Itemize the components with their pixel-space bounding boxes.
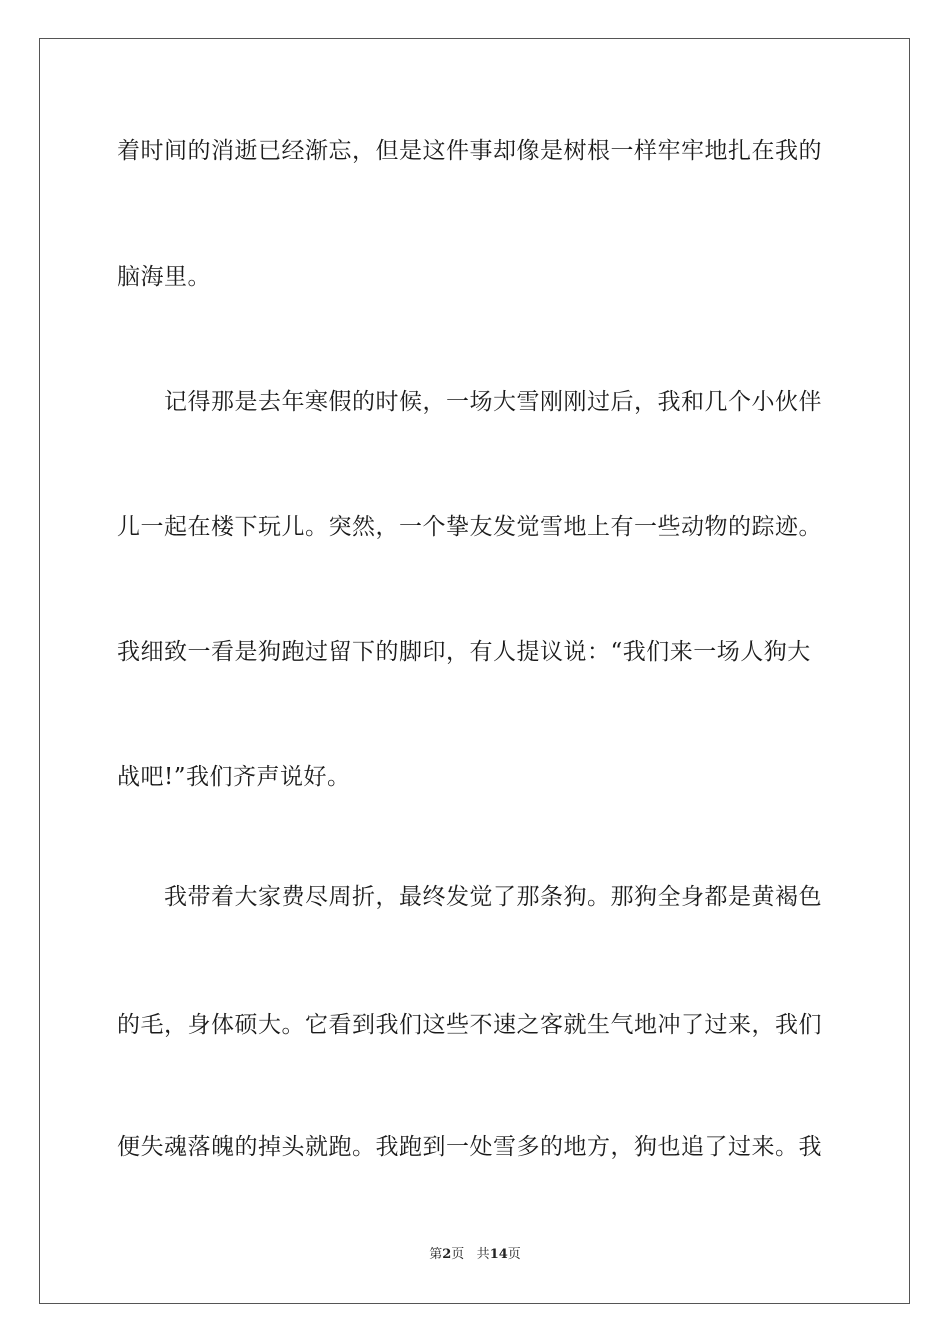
body-line-4: 儿一起在楼下玩儿。突然，一个挚友发觉雪地上有一些动物的踪迹。 — [117, 514, 822, 540]
footer-page-prefix: 第 — [429, 1247, 443, 1262]
body-line-5: 我细致一看是狗跑过留下的脚印，有人提议说：“我们来一场人狗大 — [117, 639, 811, 665]
body-line-7: 我带着大家费尽周折，最终发觉了那条狗。那狗全身都是黄褐色 — [117, 884, 822, 910]
body-line-6: 战吧!”我们齐声说好。 — [117, 764, 351, 790]
body-line-2: 脑海里。 — [117, 264, 211, 290]
footer-page-suffix: 页 — [451, 1247, 465, 1262]
body-line-9: 便失魂落魄的掉头就跑。我跑到一处雪多的地方，狗也追了过来。我 — [117, 1134, 822, 1160]
page-footer — [0, 1246, 950, 1264]
body-line-3: 记得那是去年寒假的时候，一场大雪刚刚过后，我和几个小伙伴 — [117, 389, 822, 415]
footer-page-number: 2 — [442, 1247, 452, 1262]
footer-total-suffix: 页 — [507, 1247, 521, 1262]
footer-total-number: 14 — [489, 1247, 508, 1262]
body-line-8: 的毛，身体硕大。它看到我们这些不速之客就生气地冲了过来，我们 — [117, 1012, 822, 1038]
footer-total-prefix: 共 — [476, 1247, 490, 1262]
page-border — [39, 38, 910, 1304]
body-line-1: 着时间的消逝已经渐忘，但是这件事却像是树根一样牢牢地扎在我的 — [117, 138, 822, 164]
